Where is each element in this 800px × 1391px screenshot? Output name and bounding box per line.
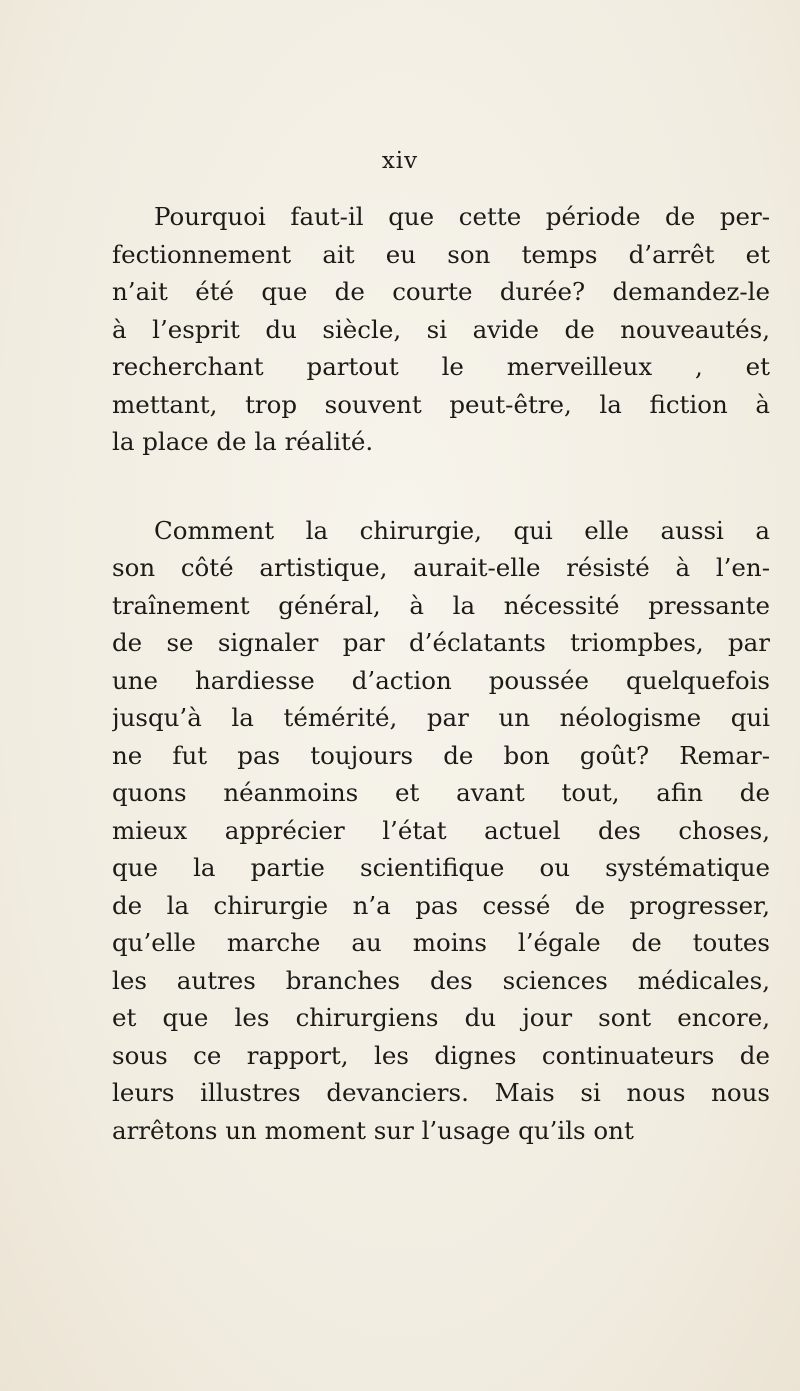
text-line: de se signaler par d’éclatants triompbes, par xyxy=(112,628,770,657)
text-line: de la chirurgie n’a pas cessé de progresser, xyxy=(112,890,770,920)
text-line: ne fut pas toujours de bon goût? Remar- xyxy=(112,740,770,770)
text-line: mettant, trop souvent peut-être, la fiction à xyxy=(112,389,770,419)
page-number: xiv xyxy=(381,148,419,174)
text-line: mieux apprécier l’état actuel des choses, xyxy=(112,815,770,845)
text-line: recherchant partout le merveilleux , et xyxy=(112,352,770,381)
text-line: quons néanmoins et avant tout, afin de xyxy=(112,778,770,807)
text-line: n’ait été que de courte durée? demandez-le xyxy=(112,277,770,306)
text-line: Comment la chirurgie, qui elle aussi a xyxy=(154,515,770,545)
text-line: qu’elle marche au moins l’égale de toutes xyxy=(112,928,770,957)
text-line: arrêtons un moment sur l’usage qu’ils ont xyxy=(112,1115,634,1145)
text-line: fectionnement ait eu son temps d’arrêt et xyxy=(112,239,770,269)
text-line: sous ce rapport, les dignes continuateurs de xyxy=(112,1040,770,1070)
body-text xyxy=(112,198,770,1149)
text-line: son côté artistique, aurait-elle résisté à l’en- xyxy=(112,553,770,582)
paragraph-2 xyxy=(112,512,770,1150)
text-line: à l’esprit du siècle, si avide de nouveautés, xyxy=(112,314,770,344)
text-line: les autres branches des sciences médicales, xyxy=(112,965,770,995)
text-line: une hardiesse d’action poussée quelquefois xyxy=(112,665,770,695)
text-line: Pourquoi faut-il que cette période de per- xyxy=(154,202,770,231)
text-line: jusqu’à la témérité, par un néologisme qui xyxy=(112,703,770,732)
text-line: traînement général, à la nécessité pressante xyxy=(112,590,770,620)
text-line: leurs illustres devanciers. Mais si nous nous xyxy=(112,1078,770,1107)
paragraph-1 xyxy=(112,198,770,461)
text-line: et que les chirurgiens du jour sont encore, xyxy=(112,1003,770,1032)
text-line: que la partie scientifique ou systématique xyxy=(112,853,770,882)
text-line: la place de la réalité. xyxy=(112,427,374,456)
